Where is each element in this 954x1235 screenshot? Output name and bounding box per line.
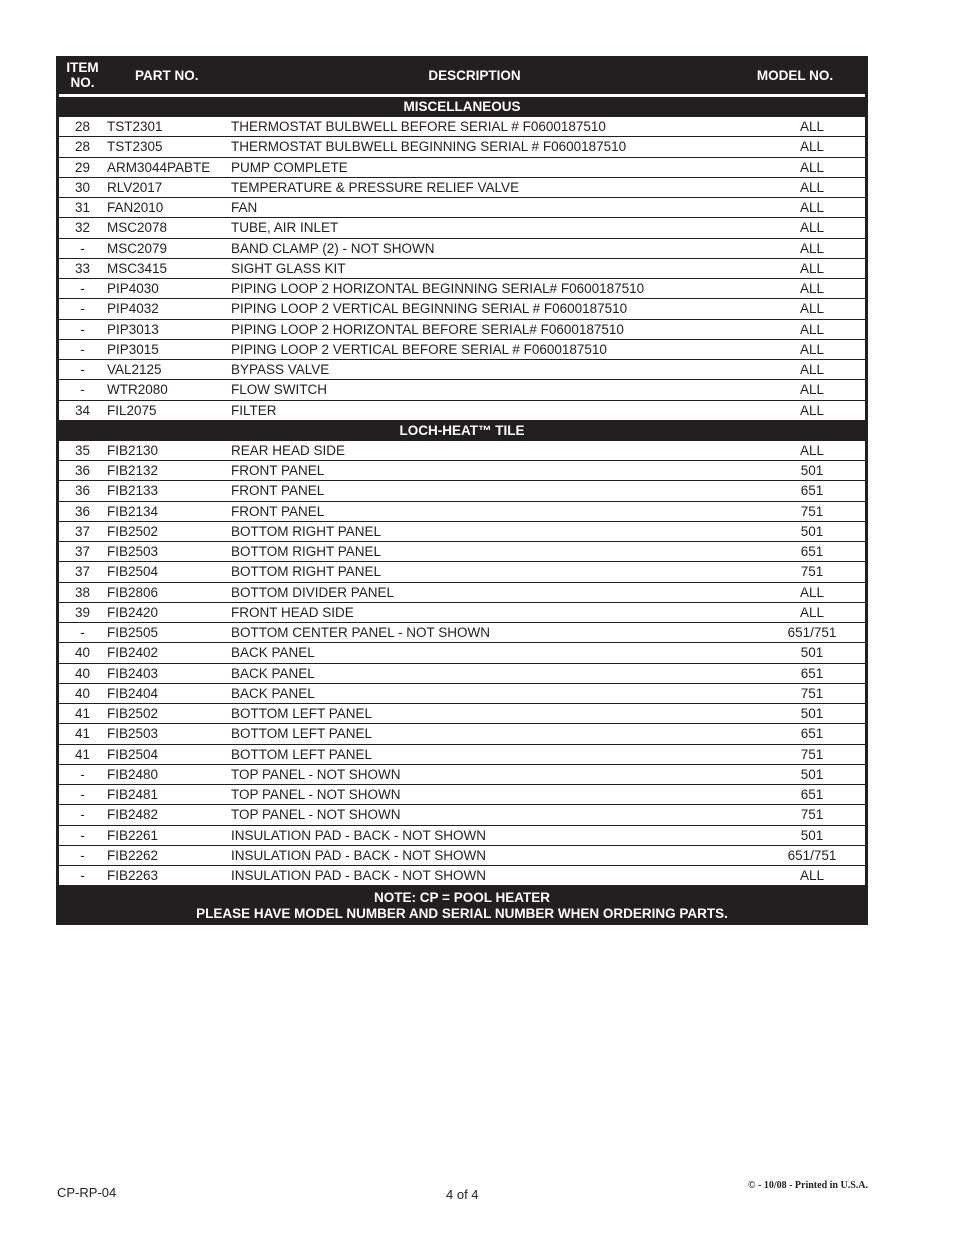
- item-no-cell: 36: [74, 503, 91, 519]
- description-cell: INSULATION PAD - BACK - NOT SHOWN: [231, 827, 487, 843]
- model-no-cell: 501: [800, 706, 824, 722]
- model-no-cell: ALL: [799, 139, 825, 155]
- part-no-cell: PIP4032: [107, 301, 159, 317]
- item-no-cell: 34: [74, 402, 91, 418]
- part-no-cell: FAN2010: [107, 200, 164, 216]
- section-header: LOCH-HEAT™ TILE: [56, 421, 868, 441]
- table-row: [56, 340, 868, 360]
- model-no-cell: 501: [800, 463, 824, 479]
- part-no-cell: FIB2132: [107, 463, 159, 479]
- table-row: [56, 320, 868, 340]
- table-row: [56, 724, 868, 744]
- part-no-cell: FIB2503: [107, 544, 159, 560]
- ordering-note: [56, 886, 868, 925]
- table-row: [56, 401, 868, 421]
- item-no-cell: 40: [74, 645, 91, 661]
- description-cell: BOTTOM RIGHT PANEL: [231, 544, 382, 560]
- model-no-cell: ALL: [799, 200, 825, 216]
- table-row: [56, 603, 868, 623]
- table-row: [56, 158, 868, 178]
- model-no-cell: 651: [800, 726, 824, 742]
- description-cell: FRONT PANEL: [231, 483, 325, 499]
- item-no-cell: 40: [74, 665, 91, 681]
- description-cell: PIPING LOOP 2 VERTICAL BEGINNING SERIAL # F0600187510: [231, 301, 628, 317]
- model-no-cell: ALL: [799, 301, 825, 317]
- description-cell: PIPING LOOP 2 VERTICAL BEFORE SERIAL # F0600187510: [231, 341, 607, 357]
- table-row: [56, 502, 868, 522]
- description-cell: FRONT HEAD SIDE: [231, 604, 354, 620]
- part-no-cell: FIB2404: [107, 685, 159, 701]
- description-cell: TOP PANEL - NOT SHOWN: [231, 807, 401, 823]
- table-row: [56, 664, 868, 684]
- document-code: CP-RP-04: [57, 1185, 117, 1200]
- table-row: [56, 137, 868, 157]
- part-no-cell: FIB2420: [107, 604, 159, 620]
- table-row: [56, 117, 868, 137]
- item-no-cell: -: [80, 240, 85, 256]
- model-no-cell: ALL: [799, 362, 825, 378]
- item-no-cell: 41: [74, 706, 91, 722]
- model-no-cell: ALL: [799, 321, 825, 337]
- table-row: [56, 198, 868, 218]
- item-no-cell: -: [80, 787, 85, 803]
- part-no-cell: PIP4030: [107, 281, 159, 297]
- model-no-cell: ALL: [799, 119, 825, 135]
- table-row: [56, 239, 868, 259]
- part-no-cell: FIB2505: [107, 625, 159, 641]
- header-description: DESCRIPTION: [428, 67, 521, 83]
- description-cell: BOTTOM CENTER PANEL - NOT SHOWN: [231, 625, 491, 641]
- model-no-cell: 501: [800, 645, 824, 661]
- model-no-cell: 751: [800, 746, 824, 762]
- item-no-cell: 29: [74, 159, 91, 175]
- description-cell: BOTTOM LEFT PANEL: [231, 746, 373, 762]
- part-no-cell: FIB2262: [107, 847, 159, 863]
- part-no-cell: FIB2402: [107, 645, 159, 661]
- description-cell: TUBE, AIR INLET: [231, 220, 339, 236]
- table-row: [56, 380, 868, 400]
- item-no-cell: -: [80, 341, 85, 357]
- description-cell: SIGHT GLASS KIT: [231, 260, 346, 276]
- header-no-label: NO.: [70, 75, 95, 90]
- item-no-cell: -: [80, 868, 85, 884]
- item-no-cell: 28: [74, 139, 91, 155]
- description-cell: INSULATION PAD - BACK - NOT SHOWN: [231, 847, 487, 863]
- table-row: [56, 684, 868, 704]
- item-no-cell: 35: [74, 442, 91, 458]
- table-row: [56, 218, 868, 238]
- table-row: [56, 522, 868, 542]
- model-no-cell: ALL: [799, 240, 825, 256]
- description-cell: FRONT PANEL: [231, 503, 325, 519]
- table-row: [56, 299, 868, 319]
- model-no-cell: ALL: [799, 260, 825, 276]
- model-no-cell: 501: [800, 766, 824, 782]
- part-no-cell: FIB2504: [107, 564, 159, 580]
- part-no-cell: VAL2125: [107, 362, 162, 378]
- model-no-cell: ALL: [799, 584, 825, 600]
- description-cell: BACK PANEL: [231, 645, 315, 661]
- model-no-cell: ALL: [799, 402, 825, 418]
- description-cell: FRONT PANEL: [231, 463, 325, 479]
- model-no-cell: 501: [800, 523, 824, 539]
- part-no-cell: FIB2261: [107, 827, 159, 843]
- header-model-no: MODEL NO.: [756, 67, 834, 83]
- table-row: [56, 481, 868, 501]
- part-no-cell: FIB2502: [107, 706, 159, 722]
- header-part-no: PART NO.: [135, 67, 199, 83]
- description-cell: INSULATION PAD - BACK - NOT SHOWN: [231, 868, 487, 884]
- description-cell: TEMPERATURE & PRESSURE RELIEF VALVE: [231, 179, 520, 195]
- copyright-notice: © - 10/08 - Printed in U.S.A.: [748, 1180, 868, 1191]
- table-row: [56, 745, 868, 765]
- table-row: [56, 279, 868, 299]
- item-no-cell: -: [80, 281, 85, 297]
- part-no-cell: FIB2130: [107, 442, 159, 458]
- table-row: [56, 866, 868, 886]
- item-no-cell: -: [80, 382, 85, 398]
- model-no-cell: ALL: [799, 341, 825, 357]
- part-no-cell: FIB2503: [107, 726, 159, 742]
- model-no-cell: ALL: [799, 281, 825, 297]
- item-no-cell: 36: [74, 483, 91, 499]
- part-no-cell: MSC2078: [107, 220, 168, 236]
- table-row: [56, 259, 868, 279]
- table-body: [56, 97, 868, 886]
- table-row: [56, 542, 868, 562]
- part-no-cell: PIP3015: [107, 341, 159, 357]
- model-no-cell: ALL: [799, 382, 825, 398]
- model-no-cell: ALL: [799, 179, 825, 195]
- description-cell: PIPING LOOP 2 HORIZONTAL BEGINNING SERIAL# F0600187510: [231, 281, 645, 297]
- item-no-cell: -: [80, 847, 85, 863]
- description-cell: REAR HEAD SIDE: [231, 442, 346, 458]
- description-cell: BOTTOM LEFT PANEL: [231, 706, 373, 722]
- item-no-cell: 30: [74, 179, 91, 195]
- part-no-cell: FIB2403: [107, 665, 159, 681]
- part-no-cell: FIB2134: [107, 503, 159, 519]
- description-cell: FAN: [231, 200, 258, 216]
- table-row: [56, 826, 868, 846]
- description-cell: PUMP COMPLETE: [231, 159, 348, 175]
- description-cell: BACK PANEL: [231, 665, 315, 681]
- part-no-cell: FIB2482: [107, 807, 159, 823]
- table-row: [56, 846, 868, 866]
- item-no-cell: -: [80, 321, 85, 337]
- part-no-cell: FIB2504: [107, 746, 159, 762]
- model-no-cell: 751: [800, 807, 824, 823]
- model-no-cell: ALL: [799, 442, 825, 458]
- model-no-cell: 751: [800, 564, 824, 580]
- table-row: [56, 441, 868, 461]
- part-no-cell: RLV2017: [107, 179, 163, 195]
- model-no-cell: 651: [800, 787, 824, 803]
- part-no-cell: FIB2263: [107, 868, 159, 884]
- model-no-cell: 651: [800, 483, 824, 499]
- part-no-cell: FIB2481: [107, 787, 159, 803]
- model-no-cell: 651/751: [787, 625, 837, 641]
- description-cell: BYPASS VALVE: [231, 362, 330, 378]
- table-row: [56, 805, 868, 825]
- item-no-cell: -: [80, 362, 85, 378]
- model-no-cell: ALL: [799, 159, 825, 175]
- model-no-cell: 651: [800, 665, 824, 681]
- model-no-cell: ALL: [799, 220, 825, 236]
- model-no-cell: ALL: [799, 868, 825, 884]
- part-no-cell: WTR2080: [107, 382, 168, 398]
- item-no-cell: 41: [74, 746, 91, 762]
- model-no-cell: 501: [800, 827, 824, 843]
- page-number: 4 of 4: [446, 1187, 479, 1202]
- part-no-cell: MSC3415: [107, 260, 168, 276]
- description-cell: TOP PANEL - NOT SHOWN: [231, 787, 401, 803]
- item-no-cell: 39: [74, 604, 91, 620]
- description-cell: FILTER: [231, 402, 277, 418]
- description-cell: BOTTOM RIGHT PANEL: [231, 564, 382, 580]
- note-line-1: NOTE: CP = POOL HEATER: [374, 890, 550, 906]
- table-row: [56, 785, 868, 805]
- model-no-cell: ALL: [799, 604, 825, 620]
- table-row: [56, 178, 868, 198]
- item-no-cell: 41: [74, 726, 91, 742]
- description-cell: PIPING LOOP 2 HORIZONTAL BEFORE SERIAL# F0600187510: [231, 321, 624, 337]
- model-no-cell: 651/751: [787, 847, 837, 863]
- parts-table: [56, 56, 868, 925]
- table-row: [56, 623, 868, 643]
- model-no-cell: 751: [800, 685, 824, 701]
- part-no-cell: MSC2079: [107, 240, 168, 256]
- part-no-cell: FIB2806: [107, 584, 159, 600]
- part-no-cell: FIB2480: [107, 766, 159, 782]
- description-cell: THERMOSTAT BULBWELL BEFORE SERIAL # F0600187510: [231, 119, 606, 135]
- item-no-cell: -: [80, 766, 85, 782]
- part-no-cell: TST2301: [107, 119, 163, 135]
- description-cell: BACK PANEL: [231, 685, 315, 701]
- item-no-cell: -: [80, 301, 85, 317]
- table-row: [56, 360, 868, 380]
- model-no-cell: 751: [800, 503, 824, 519]
- note-line-2: PLEASE HAVE MODEL NUMBER AND SERIAL NUMBER WHEN ORDERING PARTS.: [196, 906, 728, 922]
- item-no-cell: 28: [74, 119, 91, 135]
- item-no-cell: 38: [74, 584, 91, 600]
- item-no-cell: 33: [74, 260, 91, 276]
- table-row: [56, 643, 868, 663]
- description-cell: FLOW SWITCH: [231, 382, 327, 398]
- table-row: [56, 562, 868, 582]
- description-cell: BOTTOM DIVIDER PANEL: [231, 584, 395, 600]
- part-no-cell: FIB2502: [107, 523, 159, 539]
- table-row: [56, 704, 868, 724]
- header-item-label: ITEM: [66, 60, 99, 75]
- item-no-cell: 40: [74, 685, 91, 701]
- description-cell: BOTTOM LEFT PANEL: [231, 726, 373, 742]
- item-no-cell: 31: [74, 200, 91, 216]
- description-cell: BAND CLAMP (2) - NOT SHOWN: [231, 240, 435, 256]
- description-cell: THERMOSTAT BULBWELL BEGINNING SERIAL # F0600187510: [231, 139, 627, 155]
- part-no-cell: PIP3013: [107, 321, 159, 337]
- table-row: [56, 765, 868, 785]
- part-no-cell: FIB2133: [107, 483, 159, 499]
- item-no-cell: 37: [74, 564, 91, 580]
- section-header: MISCELLANEOUS: [56, 97, 868, 117]
- item-no-cell: -: [80, 807, 85, 823]
- table-header: [56, 56, 868, 94]
- table-row: [56, 461, 868, 481]
- item-no-cell: 36: [74, 463, 91, 479]
- model-no-cell: 651: [800, 544, 824, 560]
- item-no-cell: -: [80, 827, 85, 843]
- item-no-cell: 32: [74, 220, 91, 236]
- description-cell: BOTTOM RIGHT PANEL: [231, 523, 382, 539]
- header-item-no: [56, 60, 109, 90]
- item-no-cell: 37: [74, 523, 91, 539]
- part-no-cell: TST2305: [107, 139, 163, 155]
- item-no-cell: 37: [74, 544, 91, 560]
- part-no-cell: ARM3044PABTE: [107, 159, 211, 175]
- item-no-cell: -: [80, 625, 85, 641]
- table-row: [56, 583, 868, 603]
- description-cell: TOP PANEL - NOT SHOWN: [231, 766, 401, 782]
- part-no-cell: FIL2075: [107, 402, 157, 418]
